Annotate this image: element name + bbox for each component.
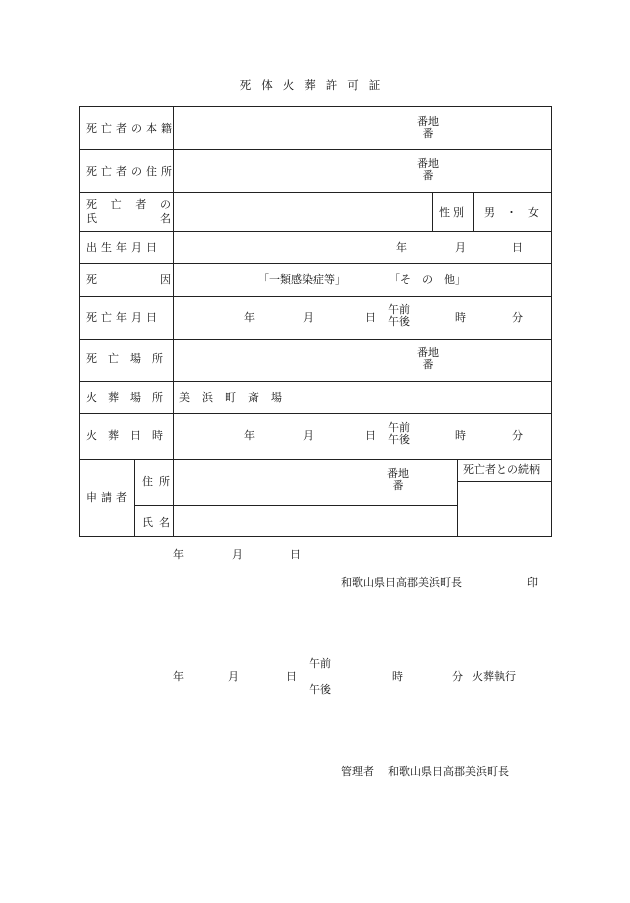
unit-hour: 時 [455, 429, 466, 442]
banchi-unit: 番地 番 [417, 115, 439, 140]
label-honseki: 死亡者の本籍 [86, 122, 176, 135]
label-birth: 出生年月日 [86, 241, 161, 254]
manager-label: 管理者 [341, 765, 374, 778]
unit-am: 午前 [309, 657, 331, 670]
banchi-unit: 番地 番 [417, 346, 439, 371]
cremation-executed: 火葬執行 [472, 670, 516, 683]
unit-day: 日 [365, 429, 376, 442]
unit-day: 日 [290, 548, 301, 561]
label-applicant-name: 氏名 [142, 516, 176, 529]
seibetsu-options: 男・女 [484, 206, 550, 219]
row-divider [79, 413, 552, 414]
seal-mark: 印 [527, 576, 538, 589]
label-death-place: 死亡場所 [86, 352, 174, 365]
row-divider [79, 149, 552, 150]
label-shimei-line2: 氏 名 [86, 212, 171, 225]
cause-option-2: 「そ の 他」 [389, 273, 466, 286]
unit-year: 年 [244, 311, 255, 324]
column-divider [457, 459, 458, 537]
row-divider [134, 505, 457, 506]
manager-name: 和歌山県日高郡美浜町長 [388, 765, 509, 778]
label-seibetsu: 性別 [439, 206, 467, 219]
label-relation: 死亡者との続柄 [463, 463, 540, 476]
label-cremation-place: 火葬場所 [86, 391, 174, 404]
unit-minute: 分 [512, 429, 523, 442]
label-shiin: 死 因 [86, 273, 171, 286]
unit-month: 月 [303, 429, 314, 442]
ampm-unit: 午前 午後 [388, 421, 410, 446]
label-cremation-datetime: 火葬日時 [86, 429, 174, 442]
unit-month: 月 [228, 670, 239, 683]
column-divider [432, 192, 433, 231]
unit-minute: 分 [512, 311, 523, 324]
unit-month: 月 [303, 311, 314, 324]
banchi-unit: 番地 番 [417, 157, 439, 182]
unit-year: 年 [244, 429, 255, 442]
banchi-unit: 番地 番 [387, 467, 409, 492]
page-title: 死体火葬許可証 [239, 78, 391, 92]
issuer-name: 和歌山県日高郡美浜町長 [341, 576, 462, 589]
unit-pm: 午後 [309, 683, 331, 696]
row-divider [457, 481, 552, 482]
unit-minute: 分 [452, 670, 463, 683]
row-divider [79, 192, 552, 193]
row-divider [79, 263, 552, 264]
label-death-datetime: 死亡年月日 [86, 311, 161, 324]
unit-day: 日 [512, 241, 523, 254]
unit-day: 日 [365, 311, 376, 324]
unit-day: 日 [286, 670, 297, 683]
label-shimei-line1: 死 亡 者 の [86, 198, 171, 211]
row-divider [79, 381, 552, 382]
row-divider [79, 296, 552, 297]
column-divider [473, 192, 474, 231]
label-applicant: 申請者 [86, 491, 131, 504]
unit-year: 年 [396, 241, 407, 254]
cause-option-1: 「一類感染症等」 [258, 273, 346, 286]
row-divider [79, 339, 552, 340]
unit-hour: 時 [392, 670, 403, 683]
unit-month: 月 [232, 548, 243, 561]
unit-year: 年 [173, 548, 184, 561]
cremation-place-value: 美浜町斎場 [179, 391, 294, 404]
row-divider [79, 459, 552, 460]
ampm-unit: 午前 午後 [388, 303, 410, 328]
row-divider [79, 231, 552, 232]
unit-month: 月 [455, 241, 466, 254]
unit-year: 年 [173, 670, 184, 683]
unit-hour: 時 [455, 311, 466, 324]
label-applicant-address: 住所 [142, 475, 176, 488]
column-divider [134, 459, 135, 537]
label-jusho: 死亡者の住所 [86, 165, 176, 178]
